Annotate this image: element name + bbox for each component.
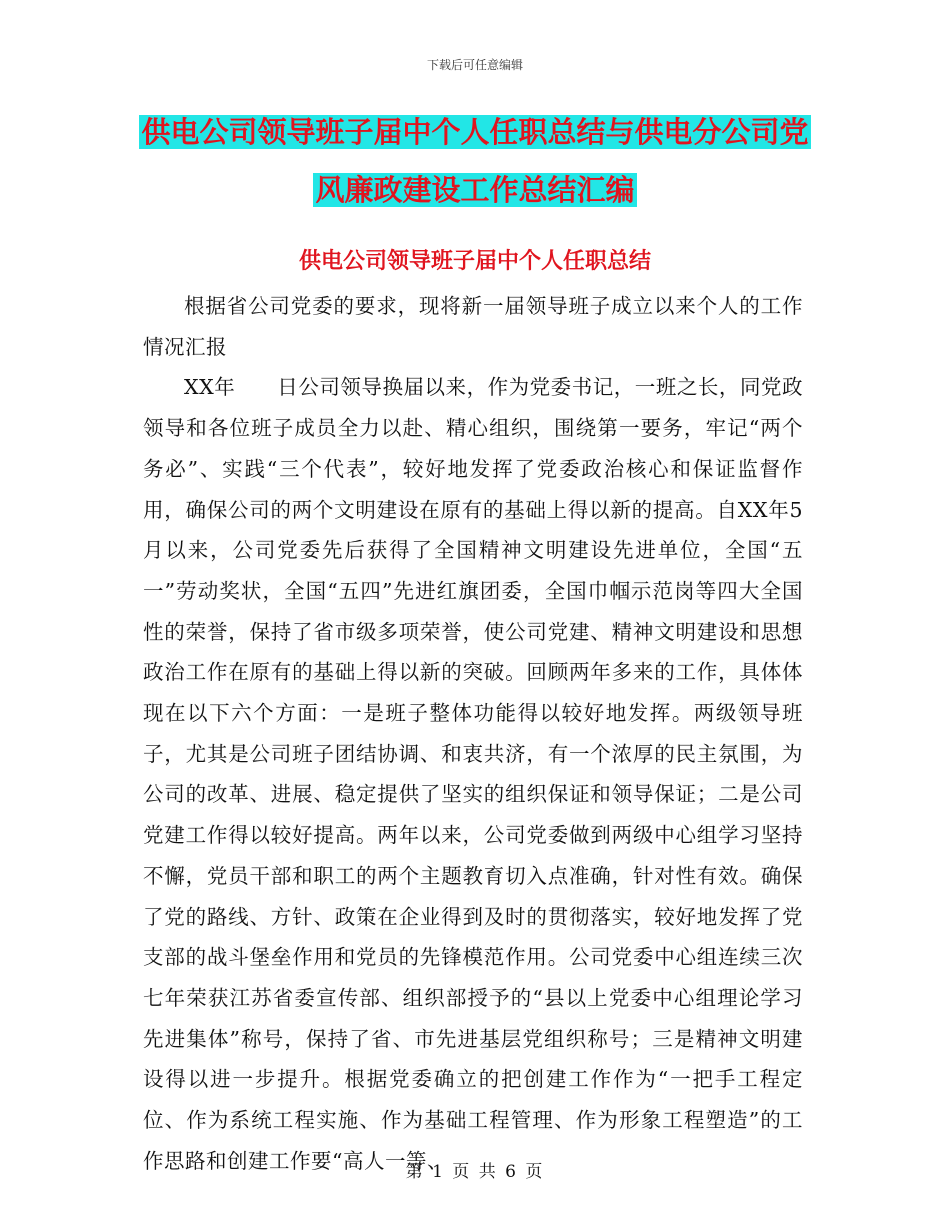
section-title: 供电公司领导班子届中个人任职总结 [298, 248, 651, 274]
document-title-line-1: 供电公司领导班子届中个人任职总结与供电分公司党 [141, 115, 809, 149]
header-note: 下载后可任意编辑 [426, 58, 523, 72]
document-body [143, 286, 803, 1181]
paragraph: XX年 日公司领导换届以来，作为党委书记，一班之长，同党政领导和各位班子成员全力以赴、精心组织，围绕第一要务，牢记“两个务必”、实践“三个代表”，较好地发挥了党委政治核心和保证监督作用，确保公司的两个文明建设在原有的基础上得以新的提高。自XX年5月以来，公司党委先后获得了全国精神文明建设先进单位，全国“五一”劳动奖状，全国“五四”先进红旗团委，全国巾帼示范岗等四大全国性的荣誉，保持了省市级多项荣誉，使公司党建、精神文明建设和思想政治工作在原有的基础上得以新的突破。回顾两年多来的工作，具体体现在以下六个方面：一是班子整体功能得以较好地发挥。两级领导班子，尤其是公司班子团结协调、和衷共济，有一个浓厚的民主氛围，为公司的改革、进展、稳定提供了坚实的组织保证和领导保证；二是公司党建工作得以较好提高。两年以来，公司党委做到两级中心组学习坚持不懈，党员干部和职工的两个主题教育切入点准确，针对性有效。确保了党的路线、方针、政策在企业得到及时的贯彻落实，较好地发挥了党支部的战斗堡垒作用和党员的先锋模范作用。公司党委中心组连续三次七年荣获江苏省委宣传部、组织部授予的“县以上党委中心组理论学习先进集体”称号，保持了省、市先进基层党组织称号；三是精神文明建设得以进一步提升。根据党委确立的把创建工作作为“一把手工程定位、作为系统工程实施、作为基础工程管理、作为形象工程塑造”的工作思路和创建工作要“高人一等、 [143, 375, 803, 1173]
document-title-line-2: 风廉政建设工作总结汇编 [315, 173, 635, 207]
paragraph: 根据省公司党委的要求，现将新一届领导班子成立以来个人的工作情况汇报 [143, 294, 803, 359]
document-title [0, 103, 950, 219]
page-number: 第 1 页 共 6 页 [405, 1162, 545, 1182]
